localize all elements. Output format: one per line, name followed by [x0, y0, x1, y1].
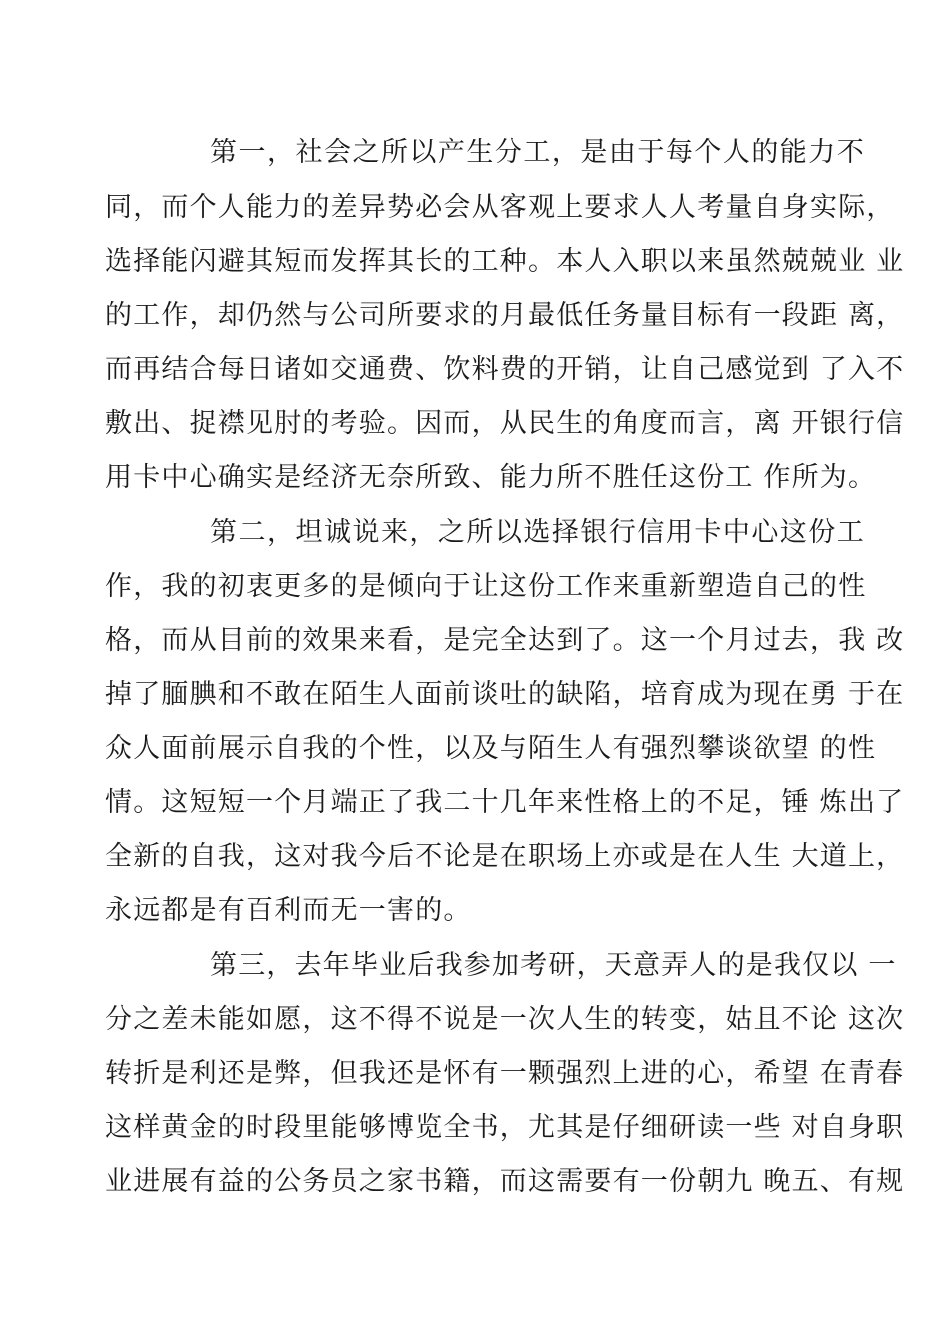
paragraph-1-line-7: 用卡中心确实是经济无奈所致、能力所不胜任这份工 作所为。	[105, 462, 877, 493]
paragraph-1-line-4: 的工作，却仍然与公司所要求的月最低任务量目标有一段距 离，	[105, 300, 905, 331]
paragraph-1-line-3: 选择能闪避其短而发挥其长的工种。本人入职以来虽然兢兢业 业	[105, 246, 905, 277]
paragraph-3-line-3: 转折是利还是弊，但我还是怀有一颗强烈上进的心，希望 在青春	[105, 1058, 905, 1089]
paragraph-3-line-4: 这样黄金的时段里能够博览全书，尤其是仔细研读一些 对自身职	[105, 1112, 905, 1143]
paragraph-2-line-1: 第二，坦诚说来，之所以选择银行信用卡中心这份工	[210, 517, 865, 548]
paragraph-2-line-3: 格，而从目前的效果来看，是完全达到了。这一个月过去，我 改	[105, 625, 905, 656]
paragraph-2-line-2: 作，我的初衷更多的是倾向于让这份工作来重新塑造自己的性	[105, 571, 867, 602]
paragraph-2-line-4: 掉了腼腆和不敢在陌生人面前谈吐的缺陷，培育成为现在勇 于在	[105, 679, 905, 710]
paragraph-2-line-8: 永远都是有百利而无一害的。	[105, 895, 472, 926]
paragraph-1-line-1: 第一，社会之所以产生分工，是由于每个人的能力不	[210, 137, 865, 168]
paragraph-1-line-2: 同，而个人能力的差异势必会从客观上要求人人考量自身实际，	[105, 192, 895, 223]
paragraph-2-line-7: 全新的自我，这对我今后不论是在职场上亦或是在人生 大道上，	[105, 841, 905, 872]
paragraph-2-line-5: 众人面前展示自我的个性，以及与陌生人有强烈攀谈欲望 的性	[105, 733, 877, 764]
paragraph-3-line-1: 第三，去年毕业后我参加考研，天意弄人的是我仅以 一	[210, 950, 897, 981]
paragraph-2-line-6: 情。这短短一个月端正了我二十几年来性格上的不足，锤 炼出了	[105, 787, 905, 818]
paragraph-1-line-6: 敷出、捉襟见肘的考验。因而，从民生的角度而言，离 开银行信	[105, 408, 905, 439]
paragraph-3-line-2: 分之差未能如愿，这不得不说是一次人生的转变，姑且不论 这次	[105, 1004, 905, 1035]
paragraph-3-line-5: 业进展有益的公务员之家书籍，而这需要有一份朝九 晚五、有规	[105, 1166, 905, 1197]
paragraph-1-line-5: 而再结合每日诸如交通费、饮料费的开销，让自己感觉到 了入不	[105, 354, 905, 385]
